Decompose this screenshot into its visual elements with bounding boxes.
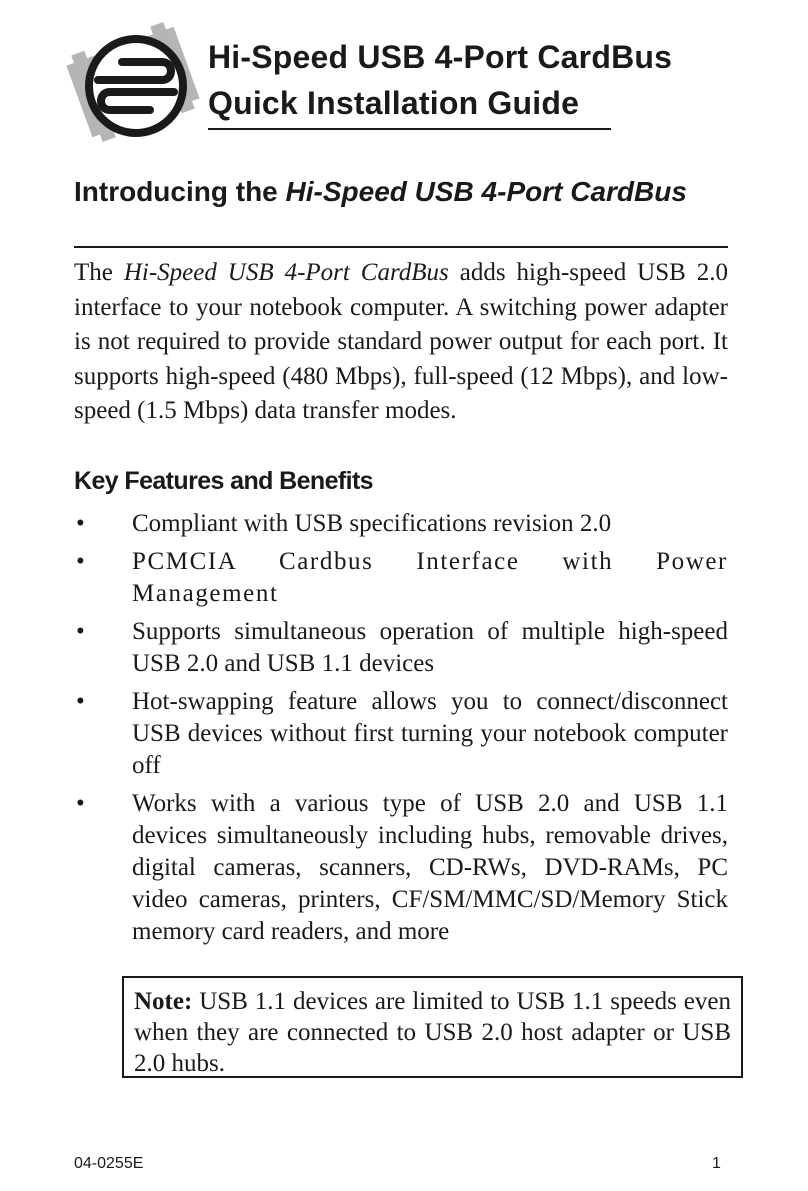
feature-text: Supports simultaneous operation of multiple high-speed USB 2.0 and USB 1.1 devices	[132, 618, 728, 677]
feature-text: Hot-swapping feature allows you to connect/disconnect USB devices without first turning your notebook computer off	[132, 688, 728, 779]
intro-text-prefix: The	[74, 259, 124, 286]
intro-text-product: Hi-Speed USB 4-Port CardBus	[123, 259, 449, 286]
note-label: Note:	[134, 988, 193, 1015]
list-item	[74, 508, 728, 540]
note-box	[122, 976, 743, 1078]
note-text: USB 1.1 devices are limited to USB 1.1 speeds even when they are connected to USB 2.0 host adapter or USB 2.0 hubs.	[134, 988, 731, 1077]
intro-heading-prefix: Introducing the	[74, 176, 286, 207]
feature-text: PCMCIA Cardbus Interface with Power Management	[132, 548, 728, 607]
feature-text: Works with a various type of USB 2.0 and USB 1.1 devices simultaneously including hubs, removable drives, digital cameras, scanners, CD-RWs, DVD-RAMs, PC video cameras, printers, CF/SM/MMC/SD/Memory Stick memory card readers, and more	[132, 790, 728, 945]
bullet-icon: •	[76, 548, 87, 575]
features-heading: Key Features and Benefits	[74, 467, 373, 495]
bullet-icon: •	[76, 510, 85, 537]
title-line-product: Hi-Speed USB 4-Port CardBus	[208, 39, 673, 75]
feature-text: Compliant with USB specifications revision 2.0	[132, 510, 612, 537]
title-line-guide: Quick Installation Guide	[208, 85, 580, 121]
intro-heading-product: Hi-Speed USB 4-Port CardBus	[285, 176, 687, 207]
list-item	[74, 616, 728, 680]
list-item	[74, 546, 728, 610]
intro-heading	[74, 174, 734, 210]
document-title	[208, 34, 738, 126]
list-item	[74, 686, 728, 782]
bullet-icon: •	[76, 618, 85, 645]
features-list	[74, 508, 728, 954]
bullet-icon: •	[76, 688, 85, 715]
title-divider	[208, 128, 611, 130]
document-code: 04-0255E	[74, 1155, 144, 1172]
page-number: 1	[712, 1155, 721, 1172]
intro-paragraph	[74, 256, 728, 429]
list-item	[74, 788, 728, 948]
intro-text-body: adds high-speed USB 2.0 interface to your notebook computer. A switching power adapter is not required to provide standard power output for each port. It supports high-speed (480 Mbps), full-speed (12 Mbps), and low-speed (1.5 Mbps) data transfer modes.	[74, 259, 728, 424]
bullet-icon: •	[76, 790, 85, 817]
siig-logo-icon	[62, 14, 204, 150]
intro-heading-divider	[74, 246, 728, 248]
